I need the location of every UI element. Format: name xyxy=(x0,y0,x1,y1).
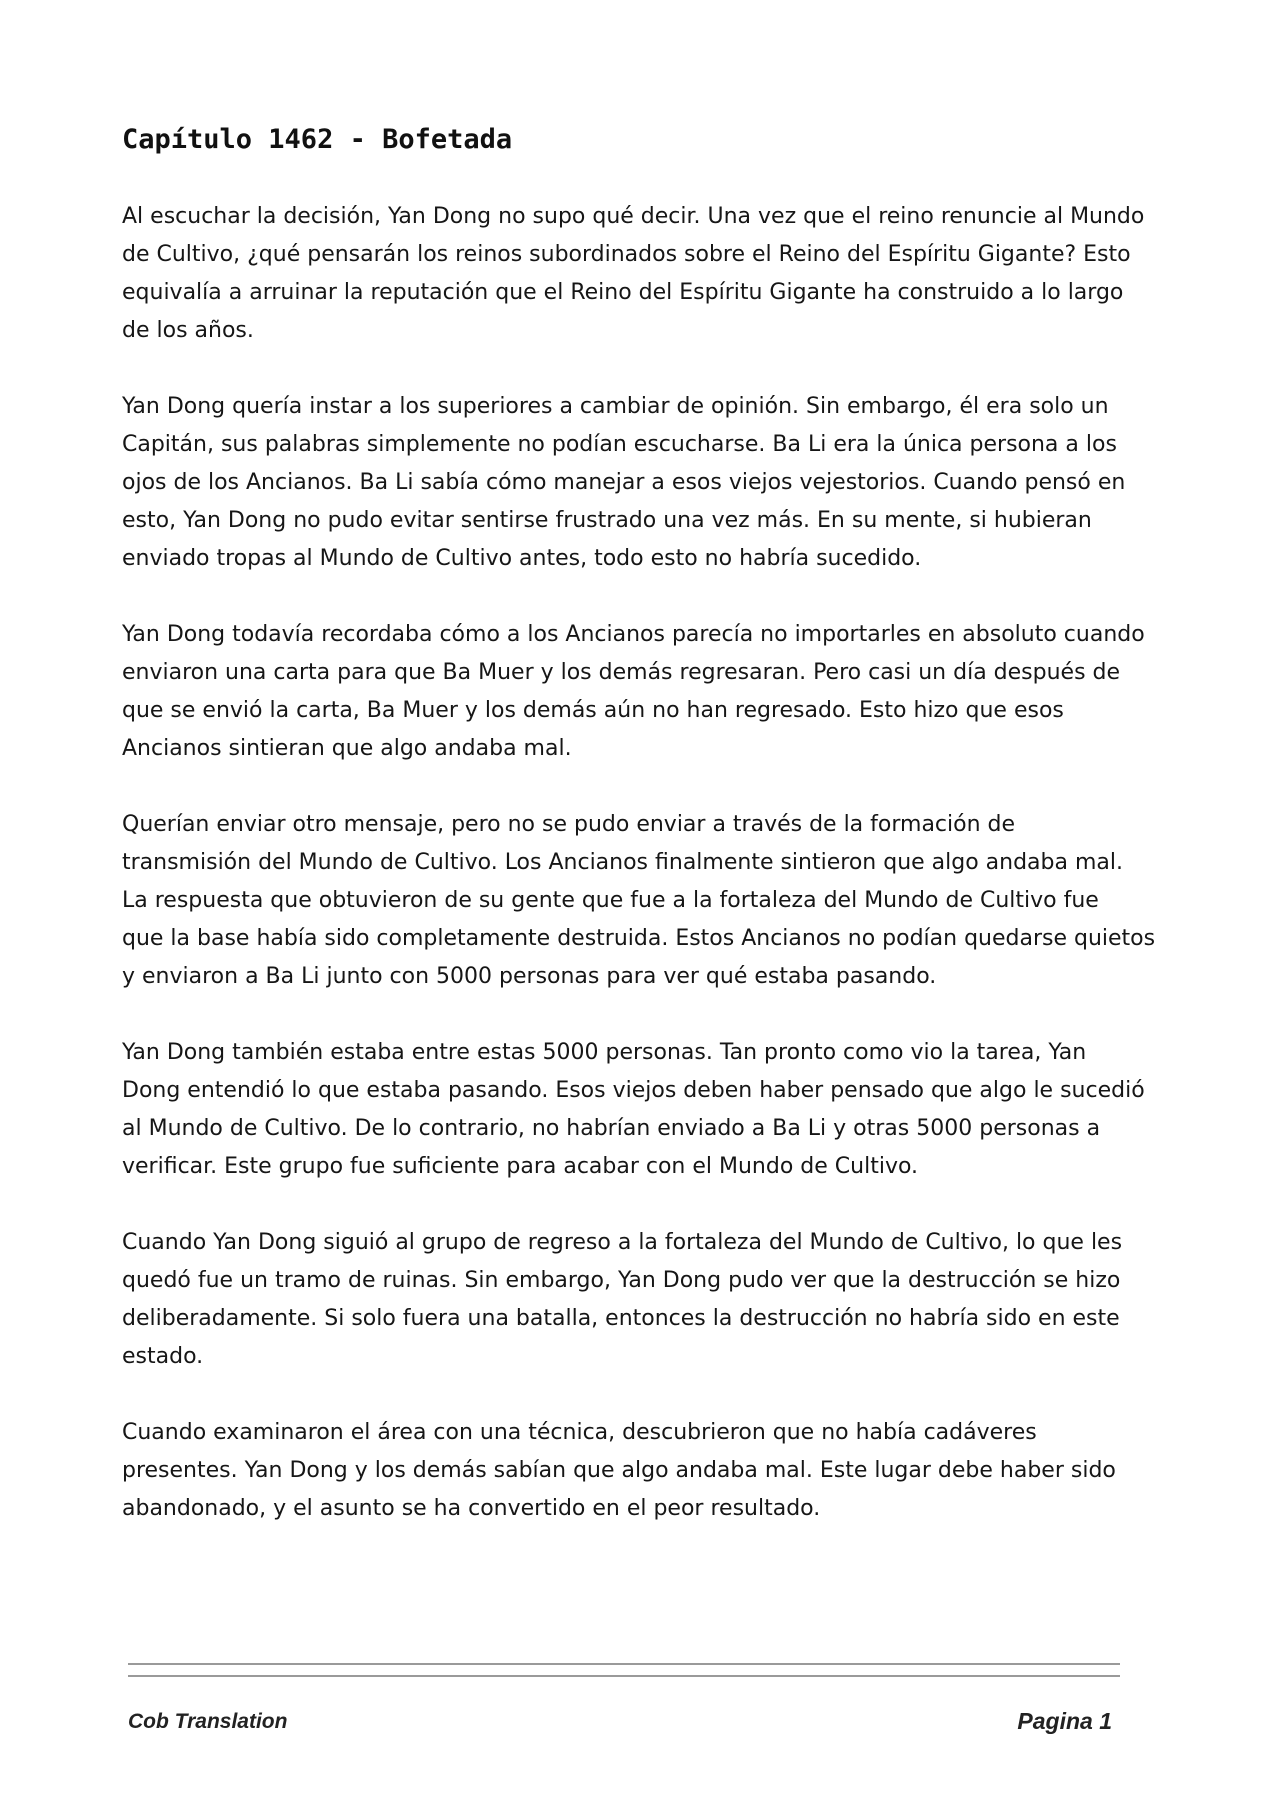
footer-divider-bottom xyxy=(128,1675,1120,1677)
text-line: Al escuchar la decisión, Yan Dong no supo qué decir. Una vez que el reino renuncie al Mundo xyxy=(122,204,1145,229)
text-line: deliberadamente. Si solo fuera una batalla, entonces la destrucción no habría sido en este xyxy=(122,1306,1120,1331)
text-line: Cuando examinaron el área con una técnica, descubrieron que no había cadáveres xyxy=(122,1420,1037,1445)
paragraph-2 xyxy=(122,388,1132,578)
footer-publisher: Cob Translation xyxy=(128,1710,288,1733)
paragraph-7 xyxy=(122,1414,1132,1528)
paragraph-4 xyxy=(122,806,1156,996)
text-line: presentes. Yan Dong y los demás sabían que algo andaba mal. Este lugar debe haber sido xyxy=(122,1458,1116,1483)
text-line: verificar. Este grupo fue suficiente para acabar con el Mundo de Cultivo. xyxy=(122,1154,919,1179)
text-line: enviaron una carta para que Ba Muer y los demás regresaran. Pero casi un día después de xyxy=(122,660,1121,685)
text-line: La respuesta que obtuvieron de su gente que fue a la fortaleza del Mundo de Cultivo fue xyxy=(122,888,1099,913)
text-line: y enviaron a Ba Li junto con 5000 personas para ver qué estaba pasando. xyxy=(122,964,937,989)
text-line: Yan Dong también estaba entre estas 5000 personas. Tan pronto como vio la tarea, Yan xyxy=(122,1040,1087,1065)
text-line: que se envió la carta, Ba Muer y los demás aún no han regresado. Esto hizo que esos xyxy=(122,698,1064,723)
text-line: equivalía a arruinar la reputación que el Reino del Espíritu Gigante ha construido a lo largo xyxy=(122,280,1124,305)
text-line: estado. xyxy=(122,1344,204,1369)
chapter-title: Capítulo 1462 - Bofetada xyxy=(122,124,513,155)
text-line: Yan Dong todavía recordaba cómo a los Ancianos parecía no importarles en absoluto cuando xyxy=(122,622,1145,647)
text-line: Capitán, sus palabras simplemente no podían escucharse. Ba Li era la única persona a los xyxy=(122,432,1117,457)
chapter-body xyxy=(122,198,1156,1566)
text-line: de los años. xyxy=(122,318,254,343)
text-line: transmisión del Mundo de Cultivo. Los Ancianos finalmente sintieron que algo andaba mal. xyxy=(122,850,1123,875)
text-line: esto, Yan Dong no pudo evitar sentirse frustrado una vez más. En su mente, si hubieran xyxy=(122,508,1092,533)
paragraph-5 xyxy=(122,1034,1145,1186)
text-line: Dong entendió lo que estaba pasando. Esos viejos deben haber pensado que algo le sucedió xyxy=(122,1078,1145,1103)
text-line: enviado tropas al Mundo de Cultivo antes, todo esto no habría sucedido. xyxy=(122,546,922,571)
text-line: que la base había sido completamente destruida. Estos Ancianos no podían quedarse quietos xyxy=(122,926,1156,951)
footer-divider-top xyxy=(128,1663,1120,1665)
text-line: Yan Dong quería instar a los superiores a cambiar de opinión. Sin embargo, él era solo un xyxy=(122,394,1109,419)
text-line: Querían enviar otro mensaje, pero no se pudo enviar a través de la formación de xyxy=(122,812,1016,837)
text-line: quedó fue un tramo de ruinas. Sin embargo, Yan Dong pudo ver que la destrucción se hizo xyxy=(122,1268,1121,1293)
paragraph-3 xyxy=(122,616,1145,768)
text-line: Cuando Yan Dong siguió al grupo de regreso a la fortaleza del Mundo de Cultivo, lo que les xyxy=(122,1230,1123,1255)
paragraph-1 xyxy=(122,198,1145,350)
text-line: abandonado, y el asunto se ha convertido en el peor resultado. xyxy=(122,1496,821,1521)
text-line: al Mundo de Cultivo. De lo contrario, no habrían enviado a Ba Li y otras 5000 personas a xyxy=(122,1116,1101,1141)
paragraph-6 xyxy=(122,1224,1132,1376)
text-line: de Cultivo, ¿qué pensarán los reinos subordinados sobre el Reino del Espíritu Gigante? Esto xyxy=(122,242,1131,267)
text-line: ojos de los Ancianos. Ba Li sabía cómo manejar a esos viejos vejestorios. Cuando pensó en xyxy=(122,470,1126,495)
text-line: Ancianos sintieran que algo andaba mal. xyxy=(122,736,572,761)
footer-page-number: Pagina 1 xyxy=(1017,1708,1112,1734)
